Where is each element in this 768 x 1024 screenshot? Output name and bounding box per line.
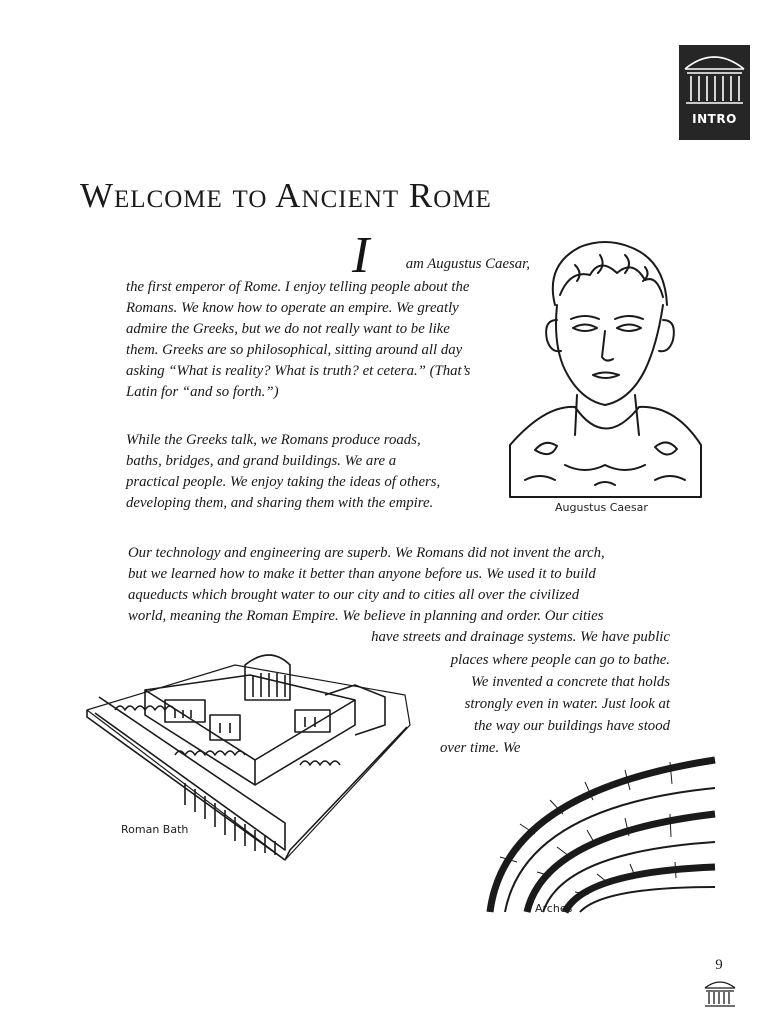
text-line: world, meaning the Roman Empire. We believe in planning and order. Our cities [128,608,604,624]
text-line: the first emperor of Rome. I enjoy telling people about the [126,279,470,295]
intro-paragraph [126,277,530,403]
badge-label: INTRO [692,112,737,126]
page-title: Welcome to Ancient Rome [80,176,492,215]
bath-caption: Roman Bath [121,823,189,836]
text-line: have streets and drainage systems. We have public [371,629,670,645]
arches-illustration [485,752,720,912]
drop-cap: I [352,227,370,284]
intro-first-line: am Augustus Caesar, [405,256,530,272]
page-number: 9 [715,957,723,973]
text-line: baths, bridges, and grand buildings. We are a [126,453,397,469]
text-line: the way our buildings have stood [473,718,670,734]
text-line: admire the Greeks, but we do not really want to be like [126,321,450,337]
augustus-caption: Augustus Caesar [555,501,648,514]
text-line: practical people. We enjoy taking the ideas of others, [126,474,441,490]
paragraph-2 [126,430,488,514]
text-line: them. Greeks are so philosophical, sitting around all day [126,342,463,358]
paragraph-3 [128,543,670,627]
section-badge [679,45,750,140]
text-line: aqueducts which brought water to our city and to cities all over the civilized [128,587,580,603]
text-line: Latin for “and so forth.”) [126,384,279,400]
text-line: We invented a concrete that holds [470,674,670,690]
text-line: While the Greeks talk, we Romans produce roads, [126,432,421,448]
text-line: asking “What is reality? What is truth? et cetera.” (That’s [126,363,471,379]
text-line: developing them, and sharing them with the empire. [126,495,434,511]
text-line: Our technology and engineering are superb. We Romans did not invent the arch, [128,545,605,561]
text-line: over time. We [440,740,521,756]
augustus-caesar-illustration [505,235,705,500]
arches-caption: Arches [535,902,573,915]
text-line: Romans. We know how to operate an empire. We greatly [126,300,459,316]
text-line: but we learned how to make it better than anyone before us. We used it to build [128,566,596,582]
temple-icon [703,978,737,1008]
text-line: places where people can go to bathe. [450,652,670,668]
text-line: strongly even in water. Just look at [464,696,670,712]
temple-icon [679,45,750,111]
